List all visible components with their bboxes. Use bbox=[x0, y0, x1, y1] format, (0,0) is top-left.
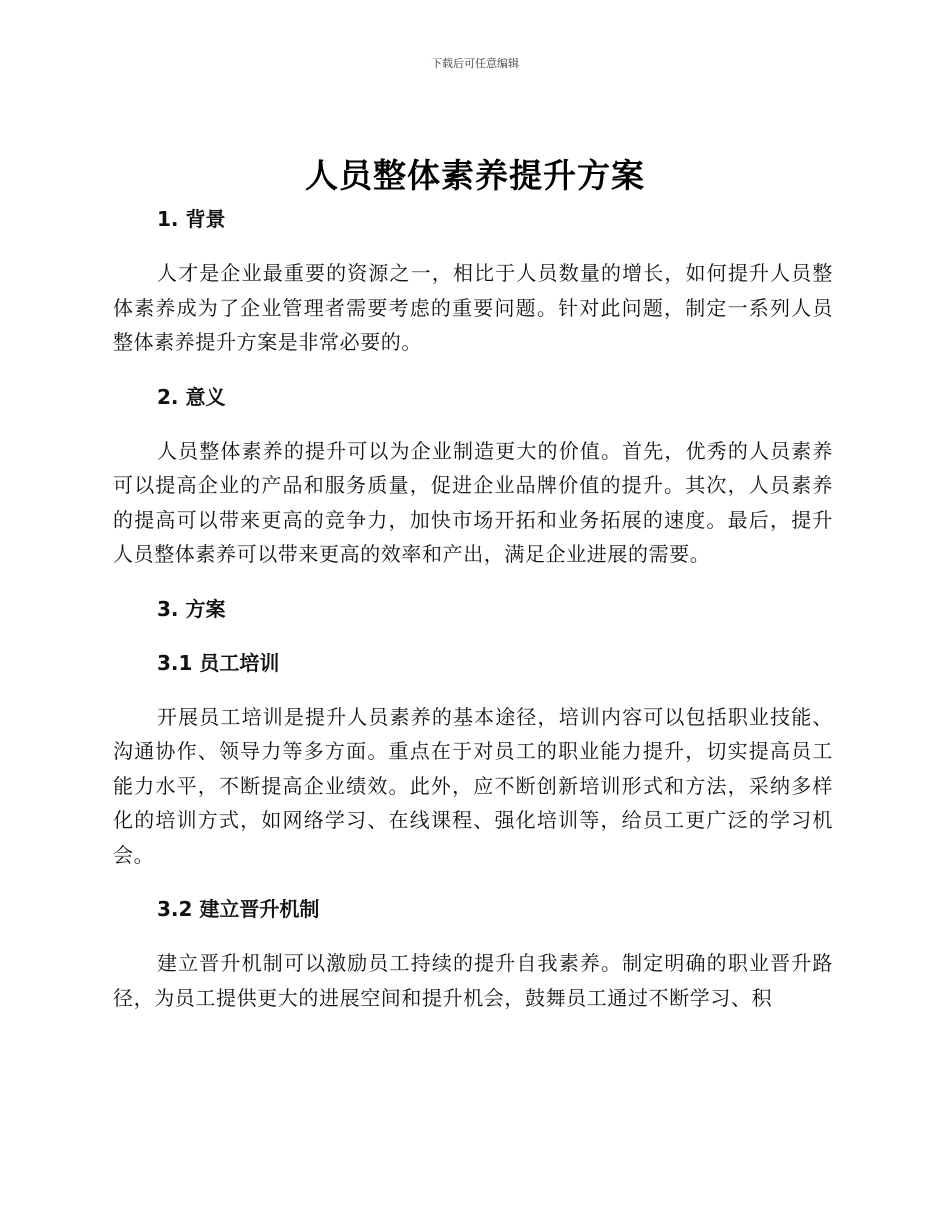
section-text-background: 人才是企业最重要的资源之一，相比于人员数量的增长，如何提升人员整体素养成为了企业管理者需要考虑的重要问题。针对此问题，制定一系列人员整体素养提升方案是非常必要的。 bbox=[113, 261, 833, 354]
section-heading-plan: 3. 方案 bbox=[157, 596, 226, 621]
header-note: 下载后可任意编辑 bbox=[431, 57, 519, 70]
section-text-promotion: 建立晋升机制可以激励员工持续的提升自我素养。制定明确的职业晋升路径，为员工提供更大的进展空间和提升机会，鼓舞员工通过不断学习、积 bbox=[113, 951, 833, 1010]
section-heading-training: 3.1 员工培训 bbox=[157, 650, 280, 675]
section-text-training: 开展员工培训是提升人员素养的基本途径，培训内容可以包括职业技能、沟通协作、领导力等多方面。重点在于对员工的职业能力提升，切实提高员工能力水平，不断提高企业绩效。此外，应不断创新培训形式和方法，采纳多样化的培训方式，如网络学习、在线课程、强化培训等，给员工更广泛的学习机会。 bbox=[113, 704, 833, 867]
section-heading-promotion: 3.2 建立晋升机制 bbox=[157, 897, 320, 921]
section-heading-background: 1. 背景 bbox=[157, 207, 226, 231]
document-title: 人员整体素养提升方案 bbox=[305, 156, 645, 195]
section-text-significance: 人员整体素养的提升可以为企业制造更大的价值。首先，优秀的人员素养可以提高企业的产品和服务质量，促进企业品牌价值的提升。其次，人员素养的提高可以带来更高的竞争力，加快市场开拓和业务拓展的速度。最后，提升人员整体素养可以带来更高的效率和产出，满足企业进展的需要。 bbox=[113, 438, 833, 566]
document-body bbox=[113, 202, 833, 1015]
section-heading-significance: 2. 意义 bbox=[157, 384, 226, 409]
